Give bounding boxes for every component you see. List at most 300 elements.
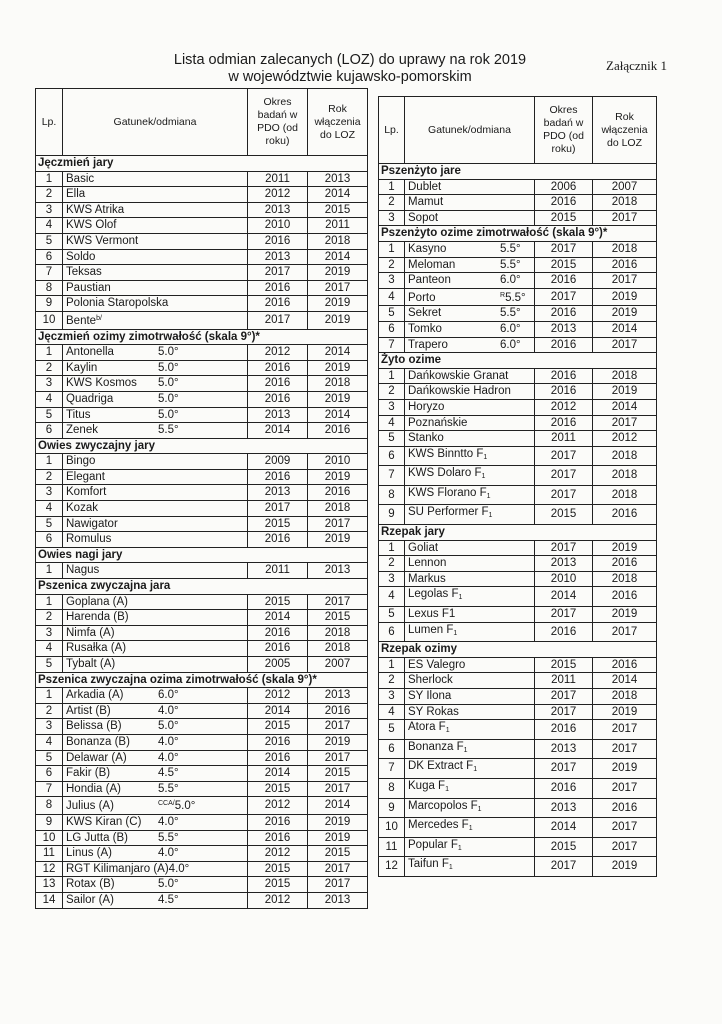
table-row bbox=[379, 466, 657, 486]
inclusion-year: 2017 bbox=[593, 837, 657, 857]
row-number: 12 bbox=[379, 857, 405, 877]
variety-name: KWS Olof bbox=[66, 219, 117, 232]
inclusion-year: 2018 bbox=[308, 641, 368, 657]
header-included-year: Rok włączenia do LOZ bbox=[308, 89, 368, 156]
row-number: 4 bbox=[379, 415, 405, 431]
winter-hardiness: 6.0° bbox=[500, 274, 521, 287]
row-number: 7 bbox=[36, 265, 63, 281]
variety-cell bbox=[405, 446, 535, 466]
variety-cell bbox=[63, 187, 248, 203]
variety-cell bbox=[405, 689, 535, 705]
section-header-row bbox=[36, 329, 368, 345]
variety-name: Harenda (B) bbox=[66, 611, 129, 624]
variety-cell bbox=[405, 321, 535, 337]
variety-subscript: 1 bbox=[468, 825, 473, 833]
variety-cell bbox=[63, 625, 248, 641]
inclusion-year: 2017 bbox=[593, 739, 657, 759]
variety-name: Panteon bbox=[408, 274, 451, 287]
tested-since-year: 2017 bbox=[535, 759, 593, 779]
inclusion-year: 2017 bbox=[593, 415, 657, 431]
winter-hardiness: 6.0° bbox=[500, 338, 521, 351]
row-number: 1 bbox=[36, 688, 63, 704]
inclusion-year: 2019 bbox=[308, 814, 368, 830]
section-title: Owies nagi jary bbox=[36, 547, 368, 563]
variety-cell bbox=[63, 280, 248, 296]
variety-cell bbox=[63, 345, 248, 361]
variety-cell bbox=[63, 501, 248, 517]
table-row bbox=[36, 360, 368, 376]
variety-subscript: 1 bbox=[457, 844, 462, 852]
inclusion-year: 2007 bbox=[308, 657, 368, 673]
section-header-row bbox=[379, 226, 657, 242]
tested-since-year: 2016 bbox=[248, 734, 308, 750]
table-row bbox=[379, 505, 657, 525]
row-number: 1 bbox=[379, 368, 405, 384]
variety-name: Linus (A) bbox=[66, 847, 113, 860]
inclusion-year: 2019 bbox=[308, 391, 368, 407]
row-number: 4 bbox=[36, 218, 63, 234]
row-number: 4 bbox=[379, 704, 405, 720]
variety-subscript: 1 bbox=[458, 594, 463, 602]
variety-name: Lumen F bbox=[408, 623, 454, 636]
row-number: 5 bbox=[379, 306, 405, 322]
tested-since-year: 2012 bbox=[248, 846, 308, 862]
section-header-row bbox=[379, 525, 657, 541]
variety-name: Zenek bbox=[66, 424, 98, 437]
row-number: 14 bbox=[36, 892, 63, 908]
variety-name: Sekret bbox=[408, 307, 442, 320]
inclusion-year: 2018 bbox=[308, 501, 368, 517]
variety-cell bbox=[63, 750, 248, 766]
variety-cell bbox=[405, 673, 535, 689]
winter-hardiness: 5.5° bbox=[500, 258, 521, 271]
row-number: 10 bbox=[36, 830, 63, 846]
variety-cell bbox=[405, 657, 535, 673]
section-header-row bbox=[36, 438, 368, 454]
tested-since-year: 2016 bbox=[248, 233, 308, 249]
winter-hardiness: 5.5° bbox=[158, 782, 179, 795]
variety-name: LG Jutta (B) bbox=[66, 831, 128, 844]
tested-since-year: 2016 bbox=[535, 720, 593, 740]
variety-cell bbox=[63, 594, 248, 610]
variety-cell bbox=[63, 469, 248, 485]
inclusion-year: 2019 bbox=[593, 759, 657, 779]
tested-since-year: 2016 bbox=[248, 830, 308, 846]
row-number: 5 bbox=[36, 407, 63, 423]
tested-since-year: 2016 bbox=[535, 384, 593, 400]
variety-cell bbox=[405, 540, 535, 556]
winter-hardiness: 4.0° bbox=[168, 862, 190, 875]
tested-since-year: 2012 bbox=[248, 892, 308, 908]
inclusion-year: 2017 bbox=[593, 818, 657, 838]
tested-since-year: 2010 bbox=[535, 571, 593, 587]
variety-cell bbox=[405, 399, 535, 415]
winter-hardiness: 5.5° bbox=[500, 242, 521, 255]
inclusion-year: 2019 bbox=[308, 265, 368, 281]
section-title: Owies zwyczajny jary bbox=[36, 438, 368, 454]
variety-name: Horyzo bbox=[408, 400, 445, 413]
variety-name: Teksas bbox=[66, 266, 102, 279]
inclusion-year: 2016 bbox=[593, 657, 657, 673]
variety-cell bbox=[405, 778, 535, 798]
section-title: Pszenżyto ozime zimotrwałość (skala 9°)* bbox=[379, 226, 657, 242]
inclusion-year: 2018 bbox=[593, 195, 657, 211]
row-number: 1 bbox=[379, 540, 405, 556]
table-row bbox=[36, 187, 368, 203]
row-number: 3 bbox=[379, 210, 405, 226]
row-number: 2 bbox=[36, 610, 63, 626]
variety-name: Atora F bbox=[408, 721, 446, 734]
variety-name: Popular F bbox=[408, 838, 458, 851]
table-row bbox=[379, 607, 657, 623]
inclusion-year: 2019 bbox=[308, 734, 368, 750]
table-row bbox=[379, 720, 657, 740]
table-row bbox=[379, 673, 657, 689]
tested-since-year: 2012 bbox=[248, 345, 308, 361]
table-row bbox=[379, 321, 657, 337]
table-row bbox=[379, 587, 657, 607]
section-header-row bbox=[379, 642, 657, 658]
variety-cell bbox=[63, 563, 248, 579]
variety-cell bbox=[63, 846, 248, 862]
tested-since-year: 2015 bbox=[248, 516, 308, 532]
inclusion-year: 2018 bbox=[593, 368, 657, 384]
tested-since-year: 2011 bbox=[535, 673, 593, 689]
variety-cell bbox=[63, 688, 248, 704]
variety-name: Lexus F1 bbox=[408, 608, 456, 621]
variety-cell bbox=[405, 257, 535, 273]
row-number: 1 bbox=[36, 345, 63, 361]
row-number: 5 bbox=[379, 607, 405, 623]
tested-since-year: 2015 bbox=[535, 210, 593, 226]
tested-since-year: 2014 bbox=[248, 766, 308, 782]
variety-cell bbox=[405, 195, 535, 211]
title-line-1: Lista odmian zalecanych (LOZ) do uprawy na rok 2019 bbox=[173, 52, 527, 68]
variety-cell bbox=[405, 179, 535, 195]
tested-since-year: 2011 bbox=[248, 171, 308, 187]
table-row bbox=[36, 657, 368, 673]
row-number: 7 bbox=[36, 781, 63, 797]
table-row bbox=[36, 423, 368, 439]
row-number: 1 bbox=[379, 657, 405, 673]
header-tested-since: Okres badań w PDO (od roku) bbox=[248, 89, 308, 156]
header-lp: Lp. bbox=[379, 97, 405, 164]
table-row bbox=[379, 540, 657, 556]
variety-name: Poznańskie bbox=[408, 416, 468, 429]
inclusion-year: 2019 bbox=[308, 532, 368, 548]
row-number: 9 bbox=[379, 505, 405, 525]
variety-cell bbox=[63, 781, 248, 797]
variety-name: KWS Vermont bbox=[66, 234, 139, 247]
tested-since-year: 2016 bbox=[248, 625, 308, 641]
table-row bbox=[379, 485, 657, 505]
table-row bbox=[36, 265, 368, 281]
table-row bbox=[379, 556, 657, 572]
inclusion-year: 2007 bbox=[593, 179, 657, 195]
tested-since-year: 2012 bbox=[248, 187, 308, 203]
tested-since-year: 2016 bbox=[535, 622, 593, 642]
variety-name: Delawar (A) bbox=[66, 751, 127, 764]
document-title bbox=[150, 52, 550, 86]
winter-hardiness: 5.5° bbox=[505, 291, 526, 304]
variety-cell bbox=[63, 766, 248, 782]
table-row bbox=[36, 610, 368, 626]
table-row bbox=[379, 431, 657, 447]
variety-name: Komfort bbox=[66, 486, 107, 499]
variety-cell bbox=[405, 587, 535, 607]
table-row bbox=[379, 778, 657, 798]
section-title: Jęczmień ozimy zimotrwałość (skala 9°)* bbox=[36, 329, 368, 345]
inclusion-year: 2014 bbox=[308, 345, 368, 361]
inclusion-year: 2017 bbox=[308, 719, 368, 735]
header-included-year: Rok włączenia do LOZ bbox=[593, 97, 657, 164]
tested-since-year: 2017 bbox=[535, 466, 593, 486]
variety-subscript: 1 bbox=[477, 805, 482, 813]
inclusion-year: 2014 bbox=[308, 407, 368, 423]
variety-superscript: CCA/ bbox=[158, 800, 175, 808]
tested-since-year: 2015 bbox=[248, 877, 308, 893]
variety-name: Kuga F bbox=[408, 779, 446, 792]
variety-name: Goplana (A) bbox=[66, 595, 129, 608]
row-number: 8 bbox=[36, 797, 63, 815]
table-row bbox=[36, 280, 368, 296]
row-number: 3 bbox=[36, 719, 63, 735]
variety-name: Porto bbox=[408, 291, 436, 304]
winter-hardiness: 6.0° bbox=[500, 322, 521, 335]
table-row bbox=[36, 469, 368, 485]
tested-since-year: 2017 bbox=[248, 311, 308, 329]
variety-name: Tybalt (A) bbox=[66, 658, 116, 670]
row-number: 4 bbox=[36, 391, 63, 407]
table-row bbox=[36, 345, 368, 361]
tested-since-year: 2012 bbox=[248, 688, 308, 704]
variety-name: Meloman bbox=[408, 258, 456, 271]
variety-name: ES Valegro bbox=[408, 658, 466, 671]
tested-since-year: 2013 bbox=[248, 249, 308, 265]
winter-hardiness: 5.0° bbox=[158, 361, 179, 374]
tested-since-year: 2017 bbox=[535, 607, 593, 623]
tested-since-year: 2014 bbox=[535, 818, 593, 838]
inclusion-year: 2016 bbox=[593, 587, 657, 607]
row-number: 1 bbox=[379, 179, 405, 195]
row-number: 2 bbox=[379, 673, 405, 689]
tested-since-year: 2013 bbox=[535, 321, 593, 337]
inclusion-year: 2017 bbox=[308, 877, 368, 893]
variety-name: Antonella bbox=[66, 346, 114, 359]
section-title: Pszenica zwyczajna jara bbox=[36, 579, 368, 595]
variety-cell bbox=[405, 837, 535, 857]
row-number: 2 bbox=[36, 469, 63, 485]
tested-since-year: 2017 bbox=[535, 704, 593, 720]
row-number: 6 bbox=[379, 446, 405, 466]
tested-since-year: 2013 bbox=[248, 407, 308, 423]
variety-name: Nimfa (A) bbox=[66, 626, 115, 639]
variety-cell bbox=[63, 218, 248, 234]
variety-name: RGT Kilimanjaro (A) bbox=[66, 862, 169, 875]
variety-superscript: R bbox=[500, 291, 506, 299]
table-row bbox=[36, 563, 368, 579]
table-row bbox=[379, 704, 657, 720]
section-header-row bbox=[379, 353, 657, 369]
tested-since-year: 2016 bbox=[248, 532, 308, 548]
variety-cell bbox=[63, 641, 248, 657]
row-number: 3 bbox=[36, 485, 63, 501]
variety-name: KWS Kiran (C) bbox=[66, 815, 142, 828]
section-title: Pszenżyto jare bbox=[379, 164, 657, 180]
tested-since-year: 2016 bbox=[248, 469, 308, 485]
row-number: 11 bbox=[379, 837, 405, 857]
variety-cell bbox=[63, 360, 248, 376]
variety-subscript: 1 bbox=[488, 512, 493, 520]
section-header-row bbox=[36, 672, 368, 688]
row-number: 8 bbox=[379, 485, 405, 505]
variety-cell bbox=[63, 657, 248, 673]
winter-hardiness: 4.0° bbox=[158, 815, 179, 828]
variety-name: SU Performer F bbox=[408, 506, 489, 519]
row-number: 6 bbox=[36, 766, 63, 782]
variety-superscript: b/ bbox=[96, 314, 102, 322]
variety-cell bbox=[405, 415, 535, 431]
table-row bbox=[379, 657, 657, 673]
variety-name: Basic bbox=[66, 172, 95, 185]
variety-name: Markus bbox=[408, 572, 446, 585]
variety-name: Bingo bbox=[66, 455, 96, 468]
section-title: Rzepak jary bbox=[379, 525, 657, 541]
inclusion-year: 2017 bbox=[593, 337, 657, 353]
variety-cell bbox=[63, 703, 248, 719]
tested-since-year: 2009 bbox=[248, 454, 308, 470]
variety-subscript: 1 bbox=[453, 629, 458, 637]
variety-cell bbox=[63, 391, 248, 407]
variety-cell bbox=[63, 202, 248, 218]
table-row bbox=[36, 797, 368, 815]
variety-name: Tomko bbox=[408, 322, 442, 335]
variety-name: Dańkowskie Hadron bbox=[408, 385, 511, 398]
table-row bbox=[36, 249, 368, 265]
table-row bbox=[36, 625, 368, 641]
tested-since-year: 2015 bbox=[535, 837, 593, 857]
row-number: 2 bbox=[36, 360, 63, 376]
row-number: 1 bbox=[36, 171, 63, 187]
header-variety: Gatunek/odmiana bbox=[63, 89, 248, 156]
row-number: 9 bbox=[36, 814, 63, 830]
winter-hardiness: 5.5° bbox=[158, 831, 179, 844]
variety-cell bbox=[63, 454, 248, 470]
table-header-row bbox=[379, 97, 657, 164]
variety-name: Belissa (B) bbox=[66, 720, 122, 733]
tested-since-year: 2013 bbox=[535, 739, 593, 759]
tested-since-year: 2013 bbox=[248, 202, 308, 218]
winter-hardiness: 5.0° bbox=[174, 800, 196, 813]
table-row bbox=[379, 446, 657, 466]
tested-since-year: 2016 bbox=[248, 296, 308, 312]
inclusion-year: 2011 bbox=[308, 218, 368, 234]
inclusion-year: 2014 bbox=[308, 249, 368, 265]
variety-cell bbox=[63, 265, 248, 281]
variety-cell bbox=[63, 485, 248, 501]
variety-cell bbox=[63, 233, 248, 249]
table-row bbox=[379, 257, 657, 273]
inclusion-year: 2017 bbox=[593, 622, 657, 642]
row-number: 5 bbox=[36, 657, 63, 673]
tested-since-year: 2015 bbox=[248, 594, 308, 610]
tested-since-year: 2015 bbox=[248, 861, 308, 877]
variety-name: KWS Florano F bbox=[408, 486, 487, 499]
inclusion-year: 2013 bbox=[308, 171, 368, 187]
inclusion-year: 2015 bbox=[308, 202, 368, 218]
variety-name: Goliat bbox=[408, 541, 439, 554]
variety-name: Titus bbox=[66, 408, 91, 421]
table-row bbox=[36, 311, 368, 329]
winter-hardiness: 5.5° bbox=[500, 307, 521, 320]
tested-since-year: 2016 bbox=[248, 391, 308, 407]
variety-name: Lennon bbox=[408, 557, 447, 570]
variety-cell bbox=[405, 857, 535, 877]
table-row bbox=[379, 571, 657, 587]
variety-cell bbox=[405, 384, 535, 400]
table-row bbox=[36, 719, 368, 735]
winter-hardiness: 5.5° bbox=[158, 424, 179, 437]
section-header-row bbox=[379, 164, 657, 180]
inclusion-year: 2019 bbox=[308, 360, 368, 376]
variety-cell bbox=[405, 368, 535, 384]
inclusion-year: 2019 bbox=[308, 469, 368, 485]
variety-name: Taifun F bbox=[408, 858, 449, 871]
row-number: 4 bbox=[36, 501, 63, 517]
tested-since-year: 2014 bbox=[248, 610, 308, 626]
variety-cell bbox=[405, 288, 535, 306]
inclusion-year: 2017 bbox=[308, 280, 368, 296]
tested-since-year: 2016 bbox=[535, 415, 593, 431]
tested-since-year: 2016 bbox=[248, 280, 308, 296]
variety-name: Sopot bbox=[408, 211, 439, 224]
inclusion-year: 2017 bbox=[308, 781, 368, 797]
winter-hardiness: 4.0° bbox=[158, 751, 179, 764]
variety-cell bbox=[405, 622, 535, 642]
inclusion-year: 2016 bbox=[593, 556, 657, 572]
row-number: 4 bbox=[36, 734, 63, 750]
table-row bbox=[379, 759, 657, 779]
variety-subscript: 1 bbox=[486, 492, 491, 500]
inclusion-year: 2017 bbox=[308, 516, 368, 532]
variety-name: Artist (B) bbox=[66, 704, 111, 717]
inclusion-year: 2018 bbox=[308, 625, 368, 641]
inclusion-year: 2019 bbox=[593, 704, 657, 720]
tested-since-year: 2016 bbox=[248, 750, 308, 766]
tested-since-year: 2014 bbox=[535, 587, 593, 607]
variety-cell bbox=[405, 720, 535, 740]
table-row bbox=[36, 454, 368, 470]
row-number: 2 bbox=[379, 257, 405, 273]
table-row bbox=[36, 202, 368, 218]
inclusion-year: 2012 bbox=[593, 431, 657, 447]
variety-subscript: 1 bbox=[473, 766, 478, 774]
row-number: 12 bbox=[36, 861, 63, 877]
row-number: 2 bbox=[36, 187, 63, 203]
variety-name: Nagus bbox=[66, 564, 100, 577]
tested-since-year: 2017 bbox=[535, 540, 593, 556]
variety-name: Kaylin bbox=[66, 361, 98, 374]
variety-cell bbox=[405, 739, 535, 759]
tested-since-year: 2011 bbox=[535, 431, 593, 447]
tested-since-year: 2017 bbox=[535, 857, 593, 877]
table-row bbox=[36, 391, 368, 407]
variety-cell bbox=[405, 704, 535, 720]
variety-cell bbox=[405, 505, 535, 525]
inclusion-year: 2017 bbox=[593, 210, 657, 226]
tested-since-year: 2016 bbox=[535, 306, 593, 322]
row-number: 3 bbox=[36, 376, 63, 392]
